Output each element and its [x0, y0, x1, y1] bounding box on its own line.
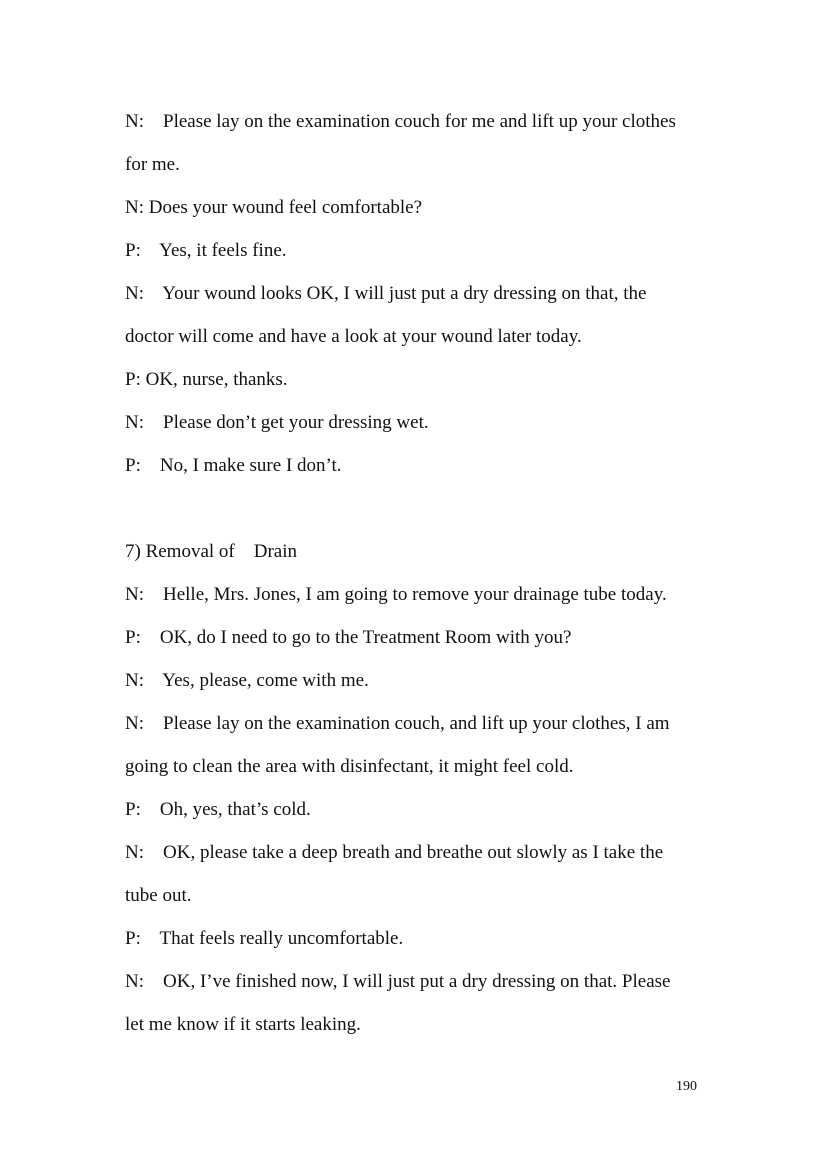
text-line: P: That feels really uncomfortable. — [125, 928, 404, 949]
section-heading: 7) Removal of Drain — [125, 541, 298, 562]
text-line: N: Please don’t get your dressing wet. — [125, 412, 429, 433]
text-line: for me. — [125, 154, 180, 175]
text-line: N: Your wound looks OK, I will just put a dry dressing on that, the — [125, 283, 647, 304]
text-line: P: Oh, yes, that’s cold. — [125, 799, 311, 820]
text-line: N: OK, I’ve finished now, I will just put a dry dressing on that. Please — [125, 971, 671, 992]
text-line: let me know if it starts leaking. — [125, 1014, 361, 1035]
page-number: 190 — [676, 1079, 697, 1094]
text-line: N: Does your wound feel comfortable? — [125, 197, 423, 218]
text-line: N: OK, please take a deep breath and breathe out slowly as I take the — [125, 842, 664, 863]
text-line: P: OK, do I need to go to the Treatment Room with you? — [125, 627, 572, 648]
text-line: N: Please lay on the examination couch for me and lift up your clothes — [125, 111, 676, 132]
text-line: N: Helle, Mrs. Jones, I am going to remove your drainage tube today. — [125, 584, 667, 605]
text-line: tube out. — [125, 885, 192, 906]
text-line: N: Please lay on the examination couch, and lift up your clothes, I am — [125, 713, 670, 734]
text-line: doctor will come and have a look at your wound later today. — [125, 326, 582, 347]
text-line: P: Yes, it feels fine. — [125, 240, 287, 261]
text-line: P: OK, nurse, thanks. — [125, 369, 288, 390]
text-line: P: No, I make sure I don’t. — [125, 455, 342, 476]
text-line: going to clean the area with disinfectant, it might feel cold. — [125, 756, 574, 777]
text-line: N: Yes, please, come with me. — [125, 670, 369, 691]
